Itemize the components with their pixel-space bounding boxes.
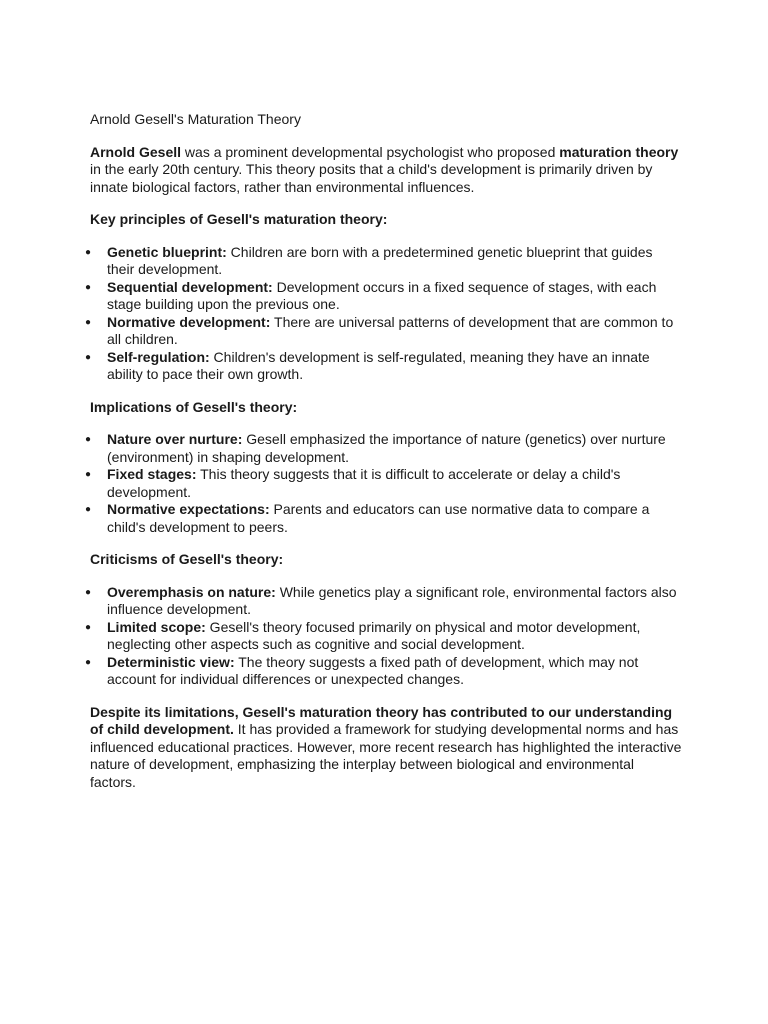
list-item-term: Normative expectations: bbox=[107, 501, 270, 517]
list-item bbox=[90, 279, 682, 314]
list-item-term: Genetic blueprint: bbox=[107, 243, 227, 260]
list-item bbox=[90, 314, 682, 349]
list-item-term: Overemphasis on nature: bbox=[107, 583, 276, 600]
intro-bold-theory: maturation theory bbox=[559, 143, 679, 160]
list-item-term: Self-regulation: bbox=[107, 348, 210, 365]
conclusion-bold: Despite its limitations, Gesell's maturation theory has contributed to our understanding of child development. bbox=[90, 703, 673, 737]
list-item-text: While genetics play a significant role, environmental factors also influence development. bbox=[107, 583, 677, 617]
intro-paragraph bbox=[90, 144, 682, 197]
list-item-text: Gesell emphasized the importance of nature (genetics) over nurture (environment) in shaping development. bbox=[107, 431, 666, 465]
intro-bold-name: Arnold Gesell bbox=[90, 143, 182, 160]
intro-text-2: in the early 20th century. This theory posits that a child's development is primarily driven by innate biological factors, rather than environmental influences. bbox=[90, 161, 653, 195]
list-item-term: Fixed stages: bbox=[107, 466, 197, 482]
principles-list bbox=[90, 244, 682, 384]
list-item-text: Children's development is self-regulated, meaning they have an innate ability to pace their own growth. bbox=[107, 348, 650, 382]
list-item bbox=[90, 584, 682, 619]
implications-list bbox=[90, 431, 682, 536]
document-title: Arnold Gesell's Maturation Theory bbox=[90, 111, 301, 127]
list-item-term: Sequential development: bbox=[107, 278, 273, 295]
list-item-term: Normative development: bbox=[107, 313, 271, 330]
list-item bbox=[90, 244, 682, 279]
intro-text-1: was a prominent developmental psychologist who proposed bbox=[181, 143, 560, 160]
criticisms-list bbox=[90, 584, 682, 689]
section-heading-principles: Key principles of Gesell's maturation theory: bbox=[90, 211, 388, 227]
list-item bbox=[90, 349, 682, 384]
section-heading-implications: Implications of Gesell's theory: bbox=[90, 398, 298, 415]
conclusion-paragraph bbox=[90, 704, 682, 792]
list-item bbox=[90, 619, 682, 654]
document-page bbox=[90, 111, 682, 791]
list-item-text: The theory suggests a fixed path of development, which may not account for individual differences or unexpected changes. bbox=[107, 653, 639, 687]
list-item bbox=[90, 466, 682, 501]
list-item-text: Gesell's theory focused primarily on physical and motor development, neglecting other aspects such as cognitive and social development. bbox=[107, 618, 641, 652]
list-item-term: Limited scope: bbox=[107, 618, 206, 635]
list-item-text: This theory suggests that it is difficult to accelerate or delay a child's development. bbox=[107, 466, 621, 500]
list-item-text: Development occurs in a fixed sequence of stages, with each stage building upon the previous one. bbox=[107, 278, 657, 312]
list-item-term: Nature over nurture: bbox=[107, 431, 243, 447]
list-item-term: Deterministic view: bbox=[107, 653, 235, 670]
list-item-text: Children are born with a predetermined genetic blueprint that guides their development. bbox=[107, 243, 653, 277]
section-heading-criticisms: Criticisms of Gesell's theory: bbox=[90, 551, 284, 567]
list-item bbox=[90, 501, 682, 536]
list-item bbox=[90, 654, 682, 689]
conclusion-text: It has provided a framework for studying developmental norms and has influenced educational practices. However, more recent research has highlighted the interactive nature of development, emphasizing the interplay between biological and environmental factors. bbox=[90, 721, 682, 790]
list-item-text: There are universal patterns of development that are common to all children. bbox=[107, 313, 674, 347]
list-item-text: Parents and educators can use normative data to compare a child's development to peers. bbox=[107, 501, 650, 535]
list-item bbox=[90, 431, 682, 466]
